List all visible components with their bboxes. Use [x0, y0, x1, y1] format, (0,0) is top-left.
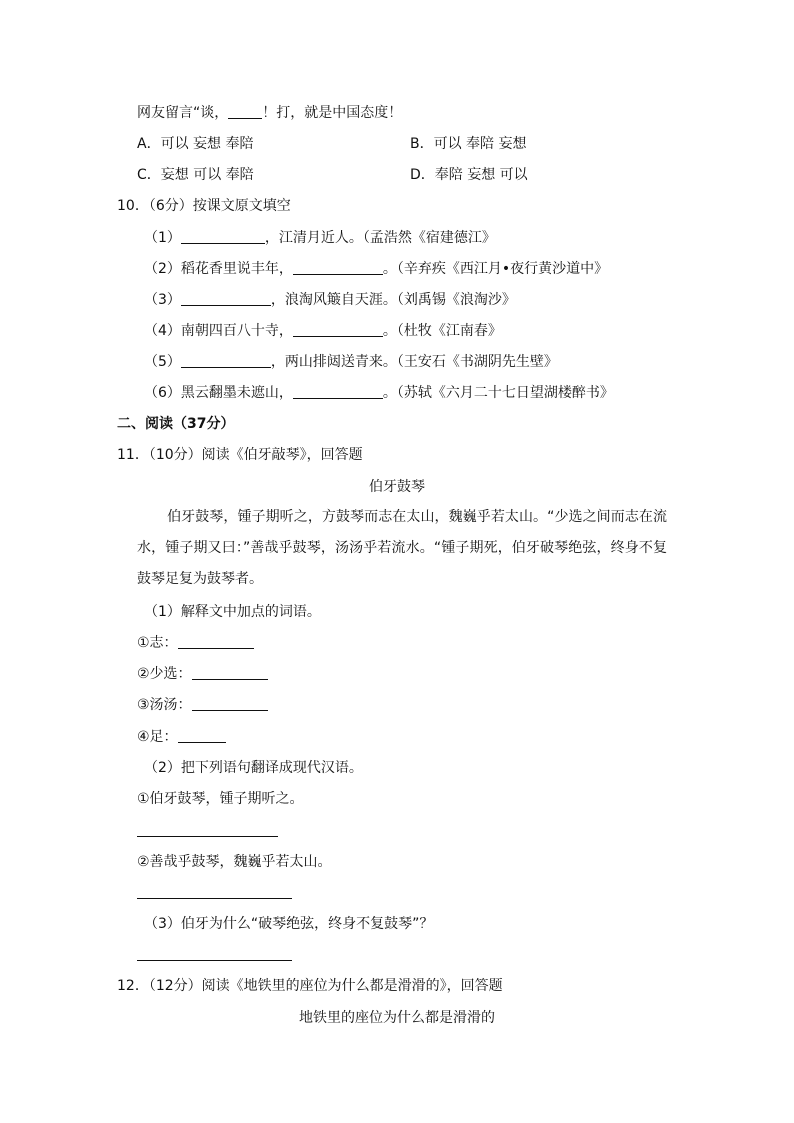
q11-sentence-2: ②善哉乎鼓琴，魏巍乎若太山。 [137, 854, 332, 870]
q9-tail-line [137, 103, 402, 123]
q11-sub2: （2）把下列语句翻译成现代汉语。 [144, 760, 363, 776]
q11-sub1: （1）解释文中加点的词语。 [144, 604, 321, 620]
q10-item-before: 稻花香里说丰年， [180, 261, 293, 277]
answer-line [137, 836, 278, 837]
q9-tail-prefix: 网友留言“谈， [137, 105, 229, 121]
answer-blank [192, 665, 268, 680]
q10-item-3 [144, 290, 516, 310]
word-label: ①志： [137, 635, 178, 651]
q9-tail-suffix: ！打，就是中国态度！ [262, 105, 403, 121]
q10-item-after: 。（辛弃疾《西江月•夜行黄沙道中》 [382, 261, 609, 277]
q10-item-after: 。（杜牧《江南春》 [382, 323, 502, 339]
answer-blank [192, 696, 268, 711]
q10-item-num: （6） [144, 385, 181, 401]
q10-title: 10．（6分）按课文原文填空 [117, 198, 291, 214]
answer-blank [181, 229, 265, 244]
q11-sub3: （3）伯牙为什么“破琴绝弦，终身不复鼓琴”？ [144, 916, 434, 932]
q11-passage-title: 伯牙鼓琴 [369, 479, 425, 495]
answer-line [137, 898, 292, 899]
q11-passage [137, 502, 667, 595]
q11-word-4 [137, 727, 226, 747]
q10-item-5 [144, 352, 558, 372]
q11-title: 11．（10分）阅读《伯牙敲琴》，回答题 [117, 447, 363, 463]
q11-word-3 [137, 695, 268, 715]
q10-item-after: 。（苏轼《六月二十七日望湖楼醉书》 [382, 385, 614, 401]
q10-item-before: 黑云翻墨未遮山， [180, 385, 293, 401]
answer-line [137, 960, 292, 961]
word-label: ③汤汤： [137, 697, 192, 713]
q10-item-after: ，两山排闼送青来。（王安石《书湖阴先生壁》 [270, 354, 558, 370]
answer-blank [293, 322, 383, 337]
q12-title: 12．（12分）阅读《地铁里的座位为什么都是滑滑的》，回答题 [117, 978, 503, 994]
q10-item-4 [144, 321, 502, 341]
q10-item-6 [144, 383, 614, 403]
answer-blank [178, 728, 226, 743]
q9-option-b: B．可以 奉陪 妄想 [410, 136, 527, 152]
q10-item-1 [144, 228, 496, 248]
q10-item-num: （2） [144, 261, 181, 277]
q11-passage-text: 伯牙鼓琴，锺子期听之，方鼓琴而志在太山，魏巍乎若太山。“少选之间而志在流水，锺子期又曰：”善哉乎鼓琴，汤汤乎若流水。“锺子期死，伯牙破琴绝弦，终身不复鼓琴足复为鼓琴者。 [137, 509, 667, 587]
q9-blank [228, 104, 262, 119]
q11-sentence-1: ①伯牙鼓琴，锺子期听之。 [137, 791, 304, 807]
q9-option-a: A．可以 妄想 奉陪 [137, 136, 254, 152]
q10-item-num: （4） [144, 323, 181, 339]
answer-blank [293, 260, 383, 275]
word-label: ④足： [137, 729, 178, 745]
q9-option-c: C．妄想 可以 奉陪 [137, 167, 254, 183]
q10-item-num: （3） [144, 292, 181, 308]
word-label: ②少选： [137, 666, 192, 682]
q10-item-after: ，江清月近人。（孟浩然《宿建德江》 [264, 230, 496, 246]
q10-item-before: 南朝四百八十寺， [180, 323, 293, 339]
q10-item-2 [144, 259, 608, 279]
q12-passage-title: 地铁里的座位为什么都是滑滑的 [299, 1010, 495, 1026]
q10-item-num: （1） [144, 230, 181, 246]
section-heading: 二、阅读（37分） [117, 416, 235, 432]
q10-item-num: （5） [144, 354, 181, 370]
answer-blank [178, 634, 254, 649]
q11-word-2 [137, 664, 268, 684]
q10-item-after: ，浪淘风簸自天涯。（刘禹锡《浪淘沙》 [270, 292, 516, 308]
answer-blank [181, 353, 271, 368]
q11-word-1 [137, 633, 254, 653]
q9-option-d: D．奉陪 妄想 可以 [410, 167, 528, 183]
answer-blank [181, 291, 271, 306]
answer-blank [293, 384, 383, 399]
